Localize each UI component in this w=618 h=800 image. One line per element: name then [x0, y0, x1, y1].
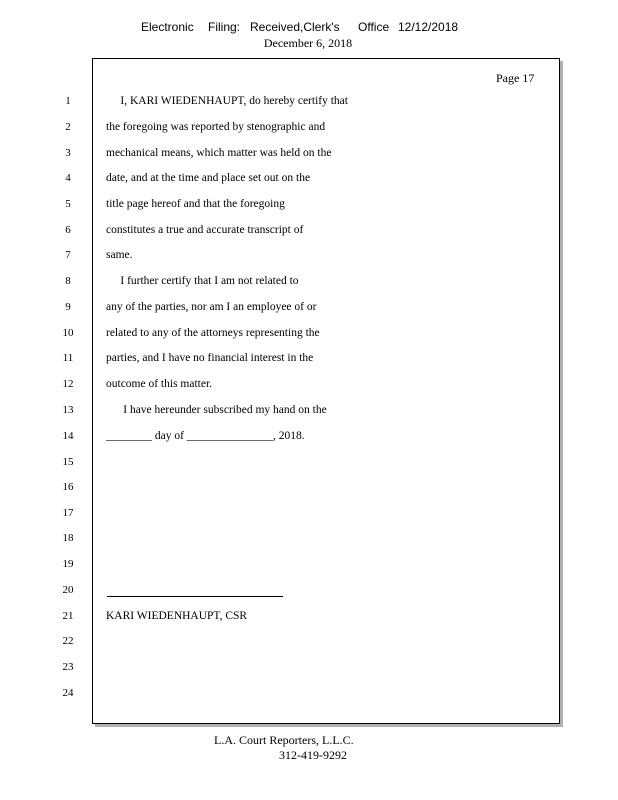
line-text: I have hereunder subscribed my hand on the	[106, 404, 327, 416]
line-text: related to any of the attorneys representing the	[106, 327, 320, 339]
line-number: 17	[62, 507, 74, 519]
filing-word: Filing:	[208, 20, 241, 34]
line-text: ________ day of _______________, 2018.	[106, 430, 305, 442]
line-number: 19	[62, 558, 74, 570]
line-number: 4	[65, 172, 71, 184]
line-text: same.	[106, 249, 133, 261]
footer-phone: 312-419-9292	[279, 748, 347, 762]
filing-word: Office	[358, 20, 390, 34]
line-number: 22	[62, 635, 74, 647]
line-number: 1	[65, 95, 71, 107]
footer-company: L.A. Court Reporters, L.L.C.	[214, 733, 354, 747]
line-text: KARI WIEDENHAUPT, CSR	[106, 610, 248, 622]
line-number: 14	[62, 430, 74, 442]
line-number: 11	[62, 352, 74, 364]
line-number: 23	[62, 661, 74, 673]
line-number: 16	[62, 481, 74, 493]
line-number: 8	[65, 275, 71, 287]
line-text: mechanical means, which matter was held on the	[106, 147, 332, 159]
transcript-date: December 6, 2018	[263, 36, 353, 50]
line-number: 6	[65, 224, 71, 236]
line-text: constitutes a true and accurate transcript of	[106, 224, 304, 236]
line-number: 20	[62, 584, 74, 596]
signature-line	[107, 596, 283, 597]
line-text: the foregoing was reported by stenographic and	[106, 121, 326, 133]
line-text: title page hereof and that the foregoing	[106, 198, 285, 210]
line-number: 18	[62, 532, 74, 544]
line-text: I, KARI WIEDENHAUPT, do hereby certify that	[106, 95, 348, 107]
page-number: Page 17	[496, 71, 535, 85]
line-text: date, and at the time and place set out on the	[106, 172, 311, 184]
line-number: 10	[62, 327, 74, 339]
line-number: 5	[65, 198, 71, 210]
line-text: I further certify that I am not related to	[106, 275, 299, 287]
line-number: 24	[62, 687, 74, 699]
line-number: 3	[65, 147, 71, 159]
filing-word: 12/12/2018	[398, 20, 459, 34]
filing-word: Electronic	[141, 20, 194, 34]
filing-word: Received,Clerk's	[250, 20, 340, 34]
line-text: outcome of this matter.	[106, 378, 213, 390]
line-number: 13	[62, 404, 74, 416]
line-number: 7	[65, 249, 71, 261]
line-text: any of the parties, nor am I an employee of or	[106, 301, 317, 313]
line-number: 15	[62, 456, 74, 468]
line-number: 9	[65, 301, 71, 313]
line-text: parties, and I have no financial interest in the	[106, 352, 314, 364]
line-number: 2	[65, 121, 71, 133]
line-number: 21	[62, 610, 74, 622]
line-number: 12	[62, 378, 74, 390]
